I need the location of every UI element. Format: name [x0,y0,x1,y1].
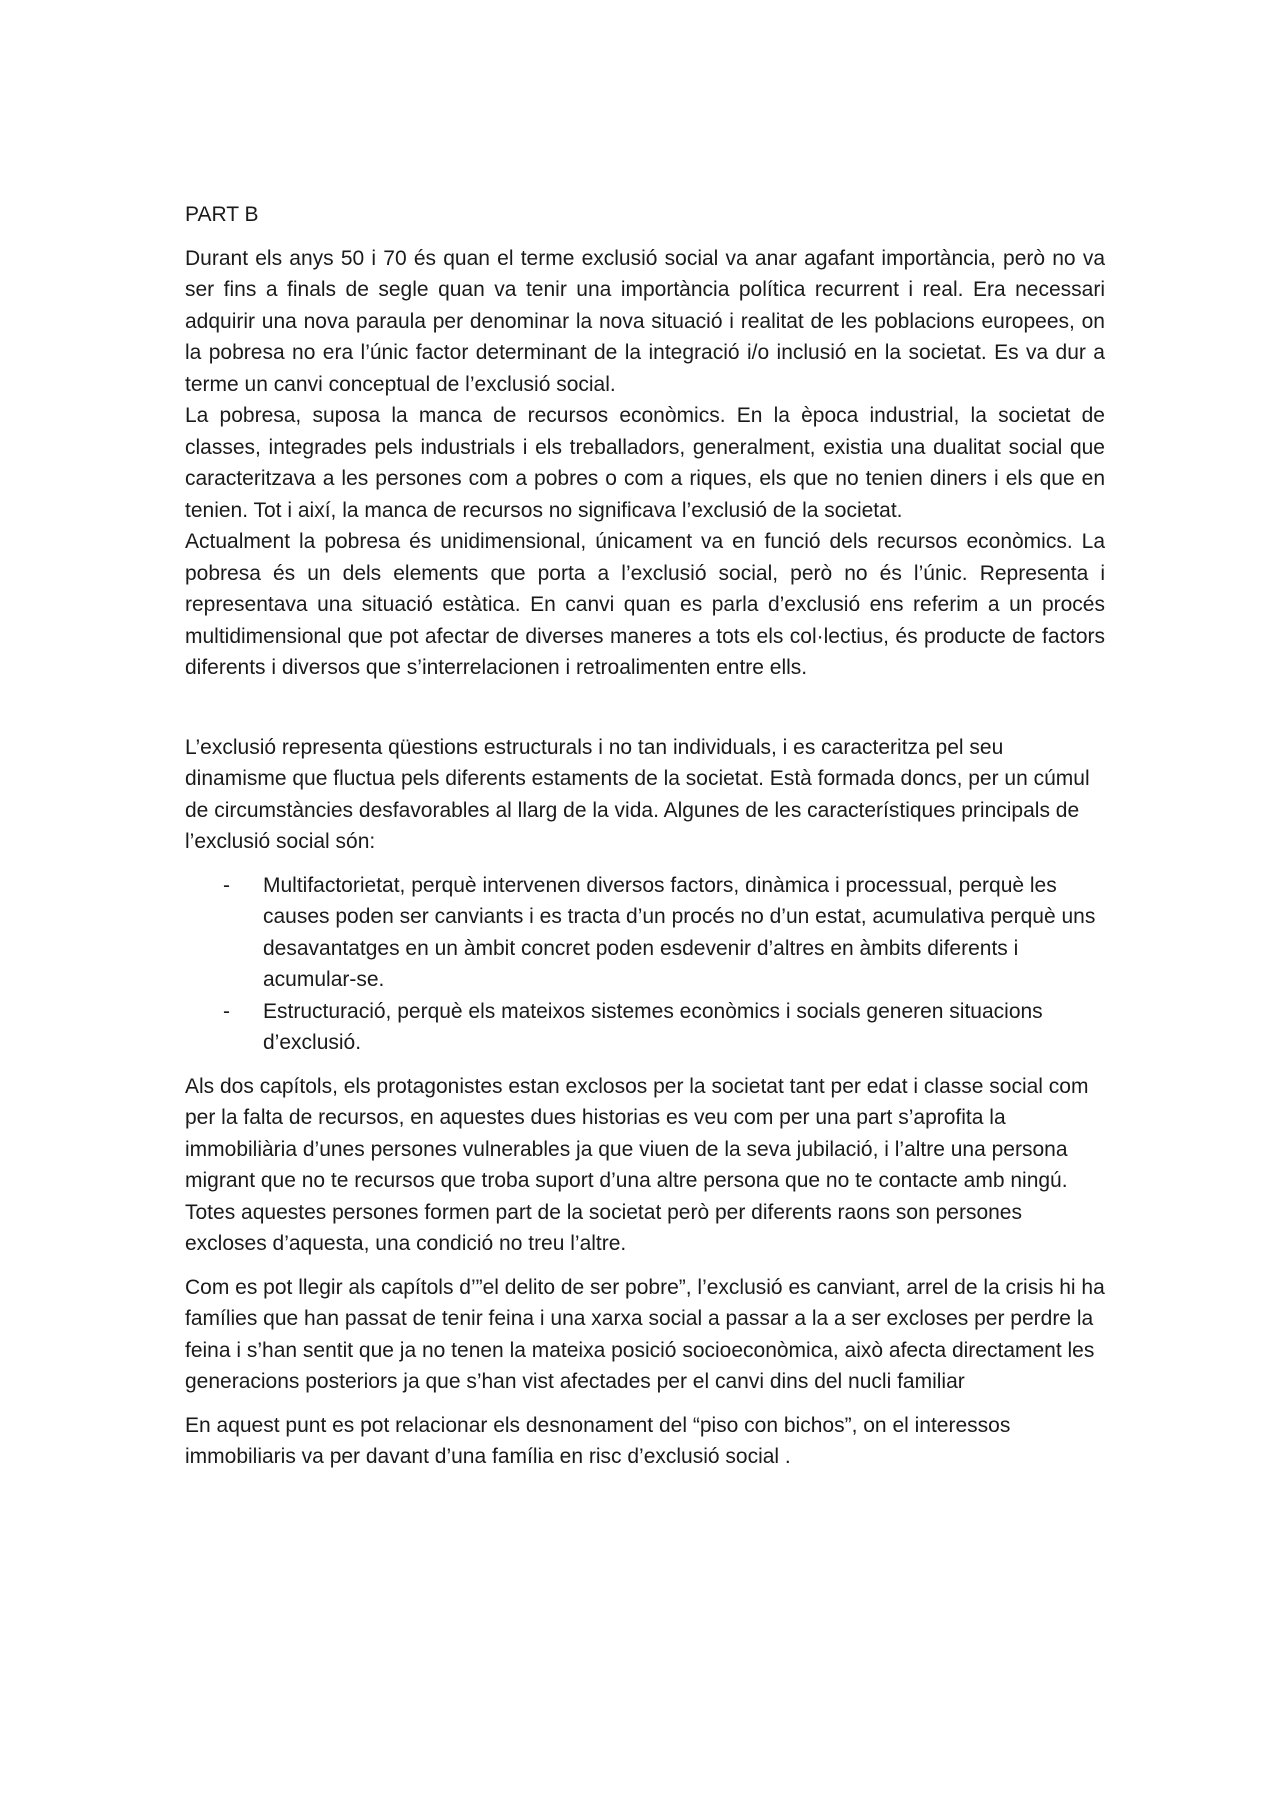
paragraph: Com es pot llegir als capítols d’”el delito de ser pobre”, l’exclusió es canviant, arrel de la crisis hi ha famílies que han passat de tenir feina i una xarxa social a passar a la a ser excloses per perdre la feina i s’han sentit que ja no tenen la mateixa posició socioeconòmica, això afecta directament les generacions posteriors ja que s’han vist afectades per el canvi dins del nucli familiar [185,1275,1105,1393]
bullet-dash: - [223,873,230,897]
section-heading: PART B [185,203,259,226]
paragraph: La pobresa, suposa la manca de recursos econòmics. En la època industrial, la societat de classes, integrades pels industrials i els treballadors, generalment, existia una dualitat social que caracteritzava a les persones com a pobres o com a riques, els que no tenien diners i els que en tenien. Tot i així, la manca de recursos no significava l’exclusió de la societat. [185,404,1105,522]
list-item-text: Estructuració, perquè els mateixos sistemes econòmics i socials generen situacions d’exclusió. [263,999,1043,1054]
paragraph: Als dos capítols, els protagonistes estan exclosos per la societat tant per edat i classe social com per la falta de recursos, en aquestes dues historias es veu com per una part s’aprofita la immobiliària d’unes persones vulnerables ja que viuen de la seva jubilació, i l’altre una persona migrant que no te recursos que troba suport d’una altre persona que no te contacte amb ningú. Totes aquestes persones formen part de la societat però per diferents raons son persones excloses d’aquesta, una condició no treu l’altre. [185,1074,1089,1255]
document-page [185,199,1105,1473]
bullet-dash: - [223,999,230,1023]
list-item [185,996,1105,1059]
list-item [185,870,1105,996]
paragraph: En aquest punt es pot relacionar els desnonament del “piso con bichos”, on el interessos immobiliaris va per davant d’una família en risc d’exclusió social . [185,1413,1011,1468]
list-item-text: Multifactorietat, perquè intervenen diversos factors, dinàmica i processual, perquè les causes poden ser canviants i es tracta d’un procés no d’un estat, acumulativa perquè uns desavantatges en un àmbit concret poden esdevenir d’altres en àmbits diferents i acumular-se. [263,873,1096,991]
spacer [185,684,1105,732]
intro-block [185,243,1105,684]
paragraph: Durant els anys 50 i 70 és quan el terme exclusió social va anar agafant importància, però no va ser fins a finals de segle quan va tenir una importància política recurrent i real. Era necessari adquirir una nova paraula per denominar la nova situació i realitat de les poblacions europees, on la pobresa no era l’únic factor determinant de la integració i/o inclusió en la societat. Es va dur a terme un canvi conceptual de l’exclusió social. [185,246,1105,396]
paragraph: Actualment la pobresa és unidimensional, únicament va en funció dels recursos econòmics. La pobresa és un dels elements que porta a l’exclusió social, però no és l’únic. Representa i representava una situació estàtica. En canvi quan es parla d’exclusió ens referim a un procés multidimensional que pot afectar de diverses maneres a tots els col·lectius, és producte de factors diferents i diversos que s’interrelacionen i retroalimenten entre ells. [185,530,1105,679]
paragraph: L’exclusió representa qüestions estructurals i no tan individuals, i es caracteritza pel seu dinamisme que fluctua pels diferents estaments de la societat. Està formada doncs, per un cúmul de circumstàncies desfavorables al llarg de la vida. Algunes de les característiques principals de l’exclusió social són: [185,735,1090,853]
characteristics-list [185,870,1105,1059]
